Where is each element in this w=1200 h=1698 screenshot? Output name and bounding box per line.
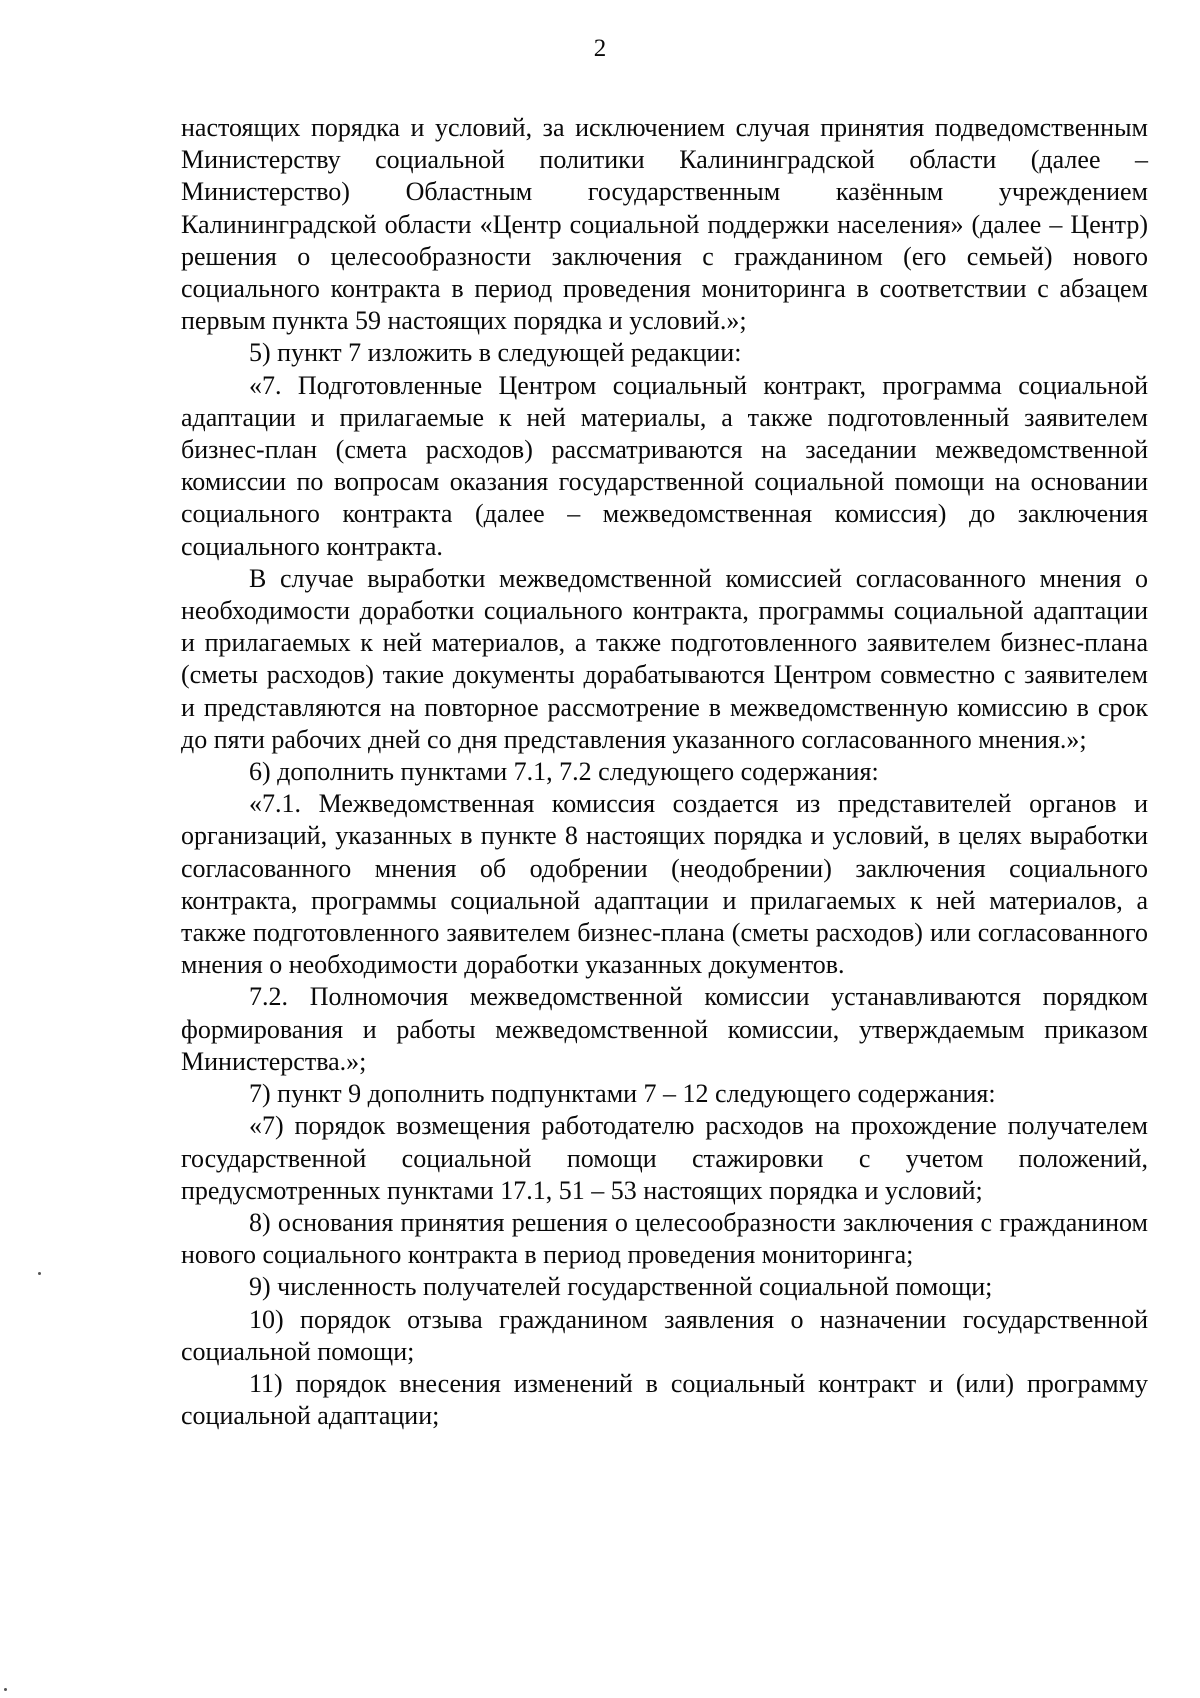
paragraph-point-7-1: «7.1. Межведомственная комиссия создается из представителей органов и организаций, указанных в пункте 8 настоящих порядка и условий, в целях выработки согласованного мнения об одобрении (неодобрении) заключения социального контракта, программы социальной адаптации и прилагаемых к ней материалов, а также подготовленного заявителем бизнес-плана (сметы расходов) или согласованного мнения о необходимости доработки указанных документов. <box>181 789 1148 980</box>
page-number: 2 <box>593 35 607 62</box>
scan-dot-mark <box>38 1272 41 1275</box>
paragraph-subitem-7: «7) порядок возмещения работодателю расходов на прохождение получателем государственной социальной помощи стажировки с учетом положений, предусмотренных пунктами 17.1, 51 – 53 настоящих порядка и условий; <box>181 1111 1148 1205</box>
paragraph-continuation: настоящих порядка и условий, за исключением случая принятия подведомственным Министерству социальной политики Калининградской области (далее – Министерство) Областным государственным казённым учреждением Калининградской области «Центр социальной поддержки населения» (далее – Центр) решения о целесообразности заключения с гражданином (его семьей) нового социального контракта в период проведения мониторинга в соответствии с абзацем первым пункта 59 настоящих порядка и условий.»; <box>181 113 1148 336</box>
paragraph-item-7: 7) пункт 9 дополнить подпунктами 7 – 12 следующего содержания: <box>249 1079 996 1109</box>
paragraph-point-7-2: 7.2. Полномочия межведомственной комиссии устанавливаются порядком формирования и работы межведомственной комиссии, утверждаемым приказом Министерства.»; <box>181 982 1148 1076</box>
paragraph-subitem-9: 9) численность получателей государственной социальной помощи; <box>249 1272 993 1302</box>
paragraph-point-7-second: В случае выработки межведомственной комиссией согласованного мнения о необходимости доработки социального контракта, программы социальной адаптации и прилагаемых к ней материалов, а также подготовленного заявителем бизнес-плана (сметы расходов) такие документы дорабатываются Центром совместно с заявителем и представляются на повторное рассмотрение в межведомственную комиссию в срок до пяти рабочих дней со дня представления указанного согласованного мнения.»; <box>181 563 1148 754</box>
scan-corner-mark <box>4 1688 7 1691</box>
paragraph-item-6: 6) дополнить пунктами 7.1, 7.2 следующего содержания: <box>249 757 879 787</box>
paragraph-point-7: «7. Подготовленные Центром социальный контракт, программа социальной адаптации и прилагаемые к ней материалы, а также подготовленный заявителем бизнес-план (смета расходов) рассматриваются на заседании межведомственной комиссии по вопросам оказания государственной социальной помощи на основании социального контракта (далее – межведомственная комиссия) до заключения социального контракта. <box>181 370 1148 561</box>
paragraph-item-5: 5) пункт 7 изложить в следующей редакции: <box>249 338 742 368</box>
paragraph-subitem-11: 11) порядок внесения изменений в социальный контракт и (или) программу социальной адаптации; <box>181 1368 1148 1431</box>
paragraph-subitem-10: 10) порядок отзыва гражданином заявления о назначении государственной социальной помощи; <box>181 1304 1148 1366</box>
paragraph-subitem-8: 8) основания принятия решения о целесообразности заключения с гражданином нового социального контракта в период проведения мониторинга; <box>181 1207 1148 1270</box>
document-body <box>181 112 1148 1432</box>
